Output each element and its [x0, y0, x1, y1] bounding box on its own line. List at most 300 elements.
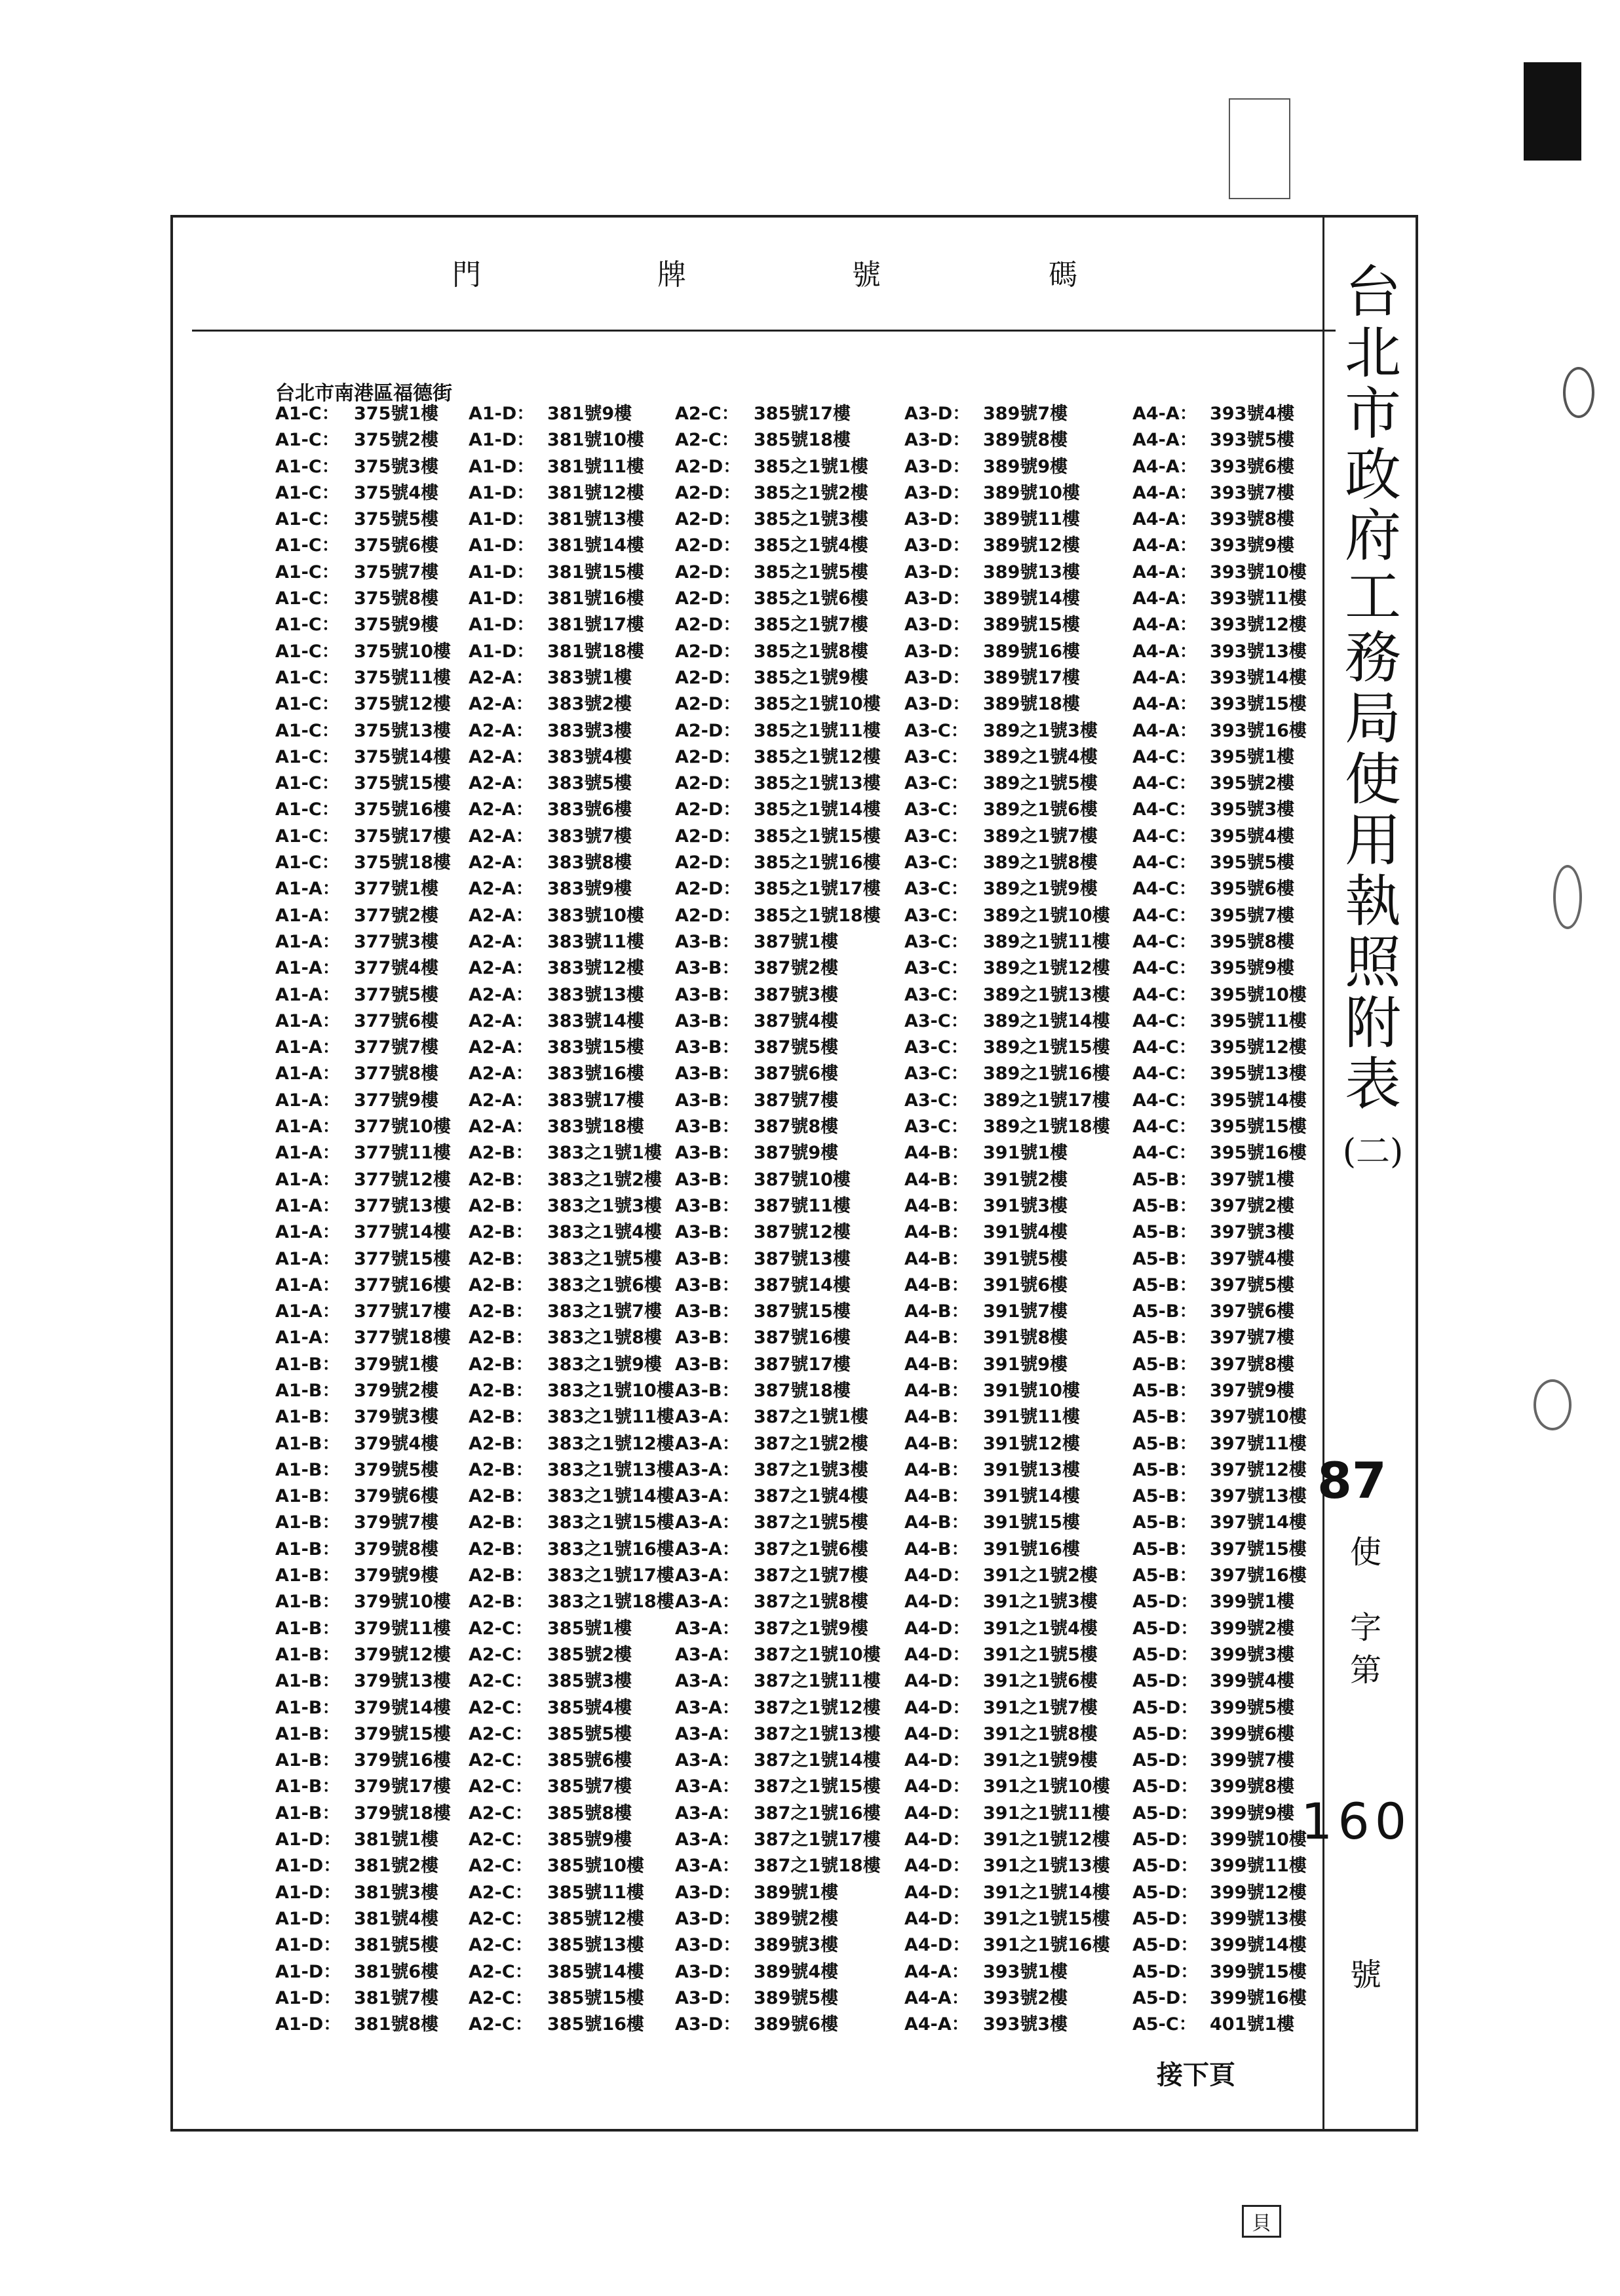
address-number: 383之1號5樓 — [547, 1248, 662, 1269]
unit-code: A4-A： — [1132, 562, 1197, 583]
address-number: 393號12樓 — [1210, 615, 1307, 636]
unit-code: A5-D： — [1132, 1697, 1199, 1718]
address-number: 385號17樓 — [754, 404, 851, 424]
address-number: 381號2樓 — [354, 1856, 439, 1877]
address-number: 375號7樓 — [354, 562, 439, 583]
address-entry — [904, 718, 1110, 744]
address-entry — [675, 1035, 881, 1061]
address-number: 387號10樓 — [754, 1169, 851, 1190]
address-number: 375號1樓 — [354, 404, 439, 424]
unit-code: A2-C： — [469, 2014, 533, 2035]
address-number: 397號13樓 — [1210, 1486, 1307, 1507]
address-entry — [275, 2012, 451, 2038]
address-number: 389之1號8樓 — [983, 852, 1098, 873]
unit-code: A5-D： — [1132, 1961, 1199, 1982]
address-number: 385號12樓 — [547, 1908, 644, 1929]
address-number: 391之1號4樓 — [983, 1618, 1098, 1639]
address-number: 383號11樓 — [547, 931, 644, 952]
address-number: 391之1號7樓 — [983, 1697, 1098, 1718]
address-entry — [675, 1695, 881, 1721]
address-entry — [275, 639, 451, 665]
unit-code: A3-C： — [904, 1117, 969, 1138]
address-entry — [275, 824, 451, 850]
address-entry — [904, 903, 1110, 929]
address-number: 391之1號15樓 — [983, 1908, 1110, 1929]
unit-code: A1-D： — [469, 562, 535, 583]
address-entry — [469, 1140, 674, 1166]
unit-code: A3-A： — [675, 1644, 740, 1665]
address-entry — [469, 1352, 674, 1378]
address-number: 393號16樓 — [1210, 720, 1307, 741]
address-number: 383號9樓 — [547, 879, 632, 900]
address-entry — [275, 586, 451, 612]
unit-code: A1-A： — [275, 905, 340, 926]
unit-code: A1-A： — [275, 1143, 340, 1164]
address-number: 393號11樓 — [1210, 588, 1307, 609]
address-entry — [1132, 1167, 1307, 1193]
address-entry — [1132, 1853, 1307, 1879]
unit-code: A4-C： — [1132, 1090, 1197, 1111]
unit-code: A3-A： — [675, 1829, 740, 1850]
unit-code: A3-C： — [904, 879, 969, 900]
address-number: 389之1號16樓 — [983, 1063, 1110, 1084]
unit-code: A1-C： — [275, 430, 339, 451]
unit-code: A4-B： — [904, 1169, 969, 1190]
unit-code: A4-C： — [1132, 1117, 1197, 1138]
unit-code: A1-A： — [275, 1328, 340, 1349]
unit-code: A4-D： — [904, 1935, 971, 1956]
address-entry — [275, 1668, 451, 1694]
unit-code: A2-C： — [469, 1671, 533, 1692]
unit-code: A4-A： — [1132, 509, 1197, 530]
unit-code: A2-B： — [469, 1169, 533, 1190]
unit-code: A2-B： — [469, 1592, 533, 1613]
address-entry — [275, 1510, 451, 1536]
unit-code: A4-A： — [1132, 588, 1197, 609]
address-number: 383號8樓 — [547, 852, 632, 873]
address-number: 391之1號6樓 — [983, 1671, 1098, 1692]
address-entry — [904, 1906, 1110, 1932]
scan-smudge — [1553, 865, 1582, 929]
address-number: 375號9樓 — [354, 615, 439, 636]
address-entry — [904, 1721, 1110, 1748]
unit-code: A5-B： — [1132, 1195, 1197, 1216]
address-entry — [904, 1061, 1110, 1087]
address-entry — [275, 1246, 451, 1272]
unit-code: A3-B： — [675, 1090, 740, 1111]
address-number: 389號13樓 — [983, 562, 1080, 583]
unit-code: A3-B： — [675, 1222, 740, 1243]
address-entry — [675, 1219, 881, 1246]
address-entry — [904, 1563, 1110, 1589]
address-number: 387之1號9樓 — [754, 1618, 868, 1639]
address-column-5 — [1132, 401, 1307, 2038]
address-entry — [675, 1457, 881, 1483]
address-number: 383之1號16樓 — [547, 1539, 674, 1559]
address-entry — [1132, 1906, 1307, 1932]
unit-code: A3-A： — [675, 1539, 740, 1559]
unit-code: A1-B： — [275, 1380, 340, 1401]
address-entry — [275, 1061, 451, 1087]
unit-code: A4-C： — [1132, 931, 1197, 952]
unit-code: A5-B： — [1132, 1486, 1197, 1507]
unit-code: A3-C： — [904, 852, 969, 873]
address-number: 397號2樓 — [1210, 1195, 1295, 1216]
header-row — [192, 226, 1336, 332]
address-number: 389號1樓 — [754, 1882, 839, 1903]
unit-code: A3-C： — [904, 799, 969, 820]
scan-smudge — [1533, 1379, 1572, 1430]
unit-code: A3-C： — [904, 720, 969, 741]
unit-code: A3-C： — [904, 905, 969, 926]
address-entry — [469, 1721, 674, 1748]
unit-code: A2-C： — [469, 1908, 533, 1929]
unit-code: A4-B： — [904, 1143, 969, 1164]
address-number: 385號14樓 — [547, 1961, 644, 1982]
unit-code: A1-D： — [469, 456, 535, 477]
address-number: 391號13樓 — [983, 1459, 1080, 1480]
unit-code: A2-B： — [469, 1539, 533, 1559]
address-number: 387之1號12樓 — [754, 1697, 881, 1718]
address-number: 381號9樓 — [547, 404, 632, 424]
unit-code: A3-A： — [675, 1697, 740, 1718]
address-entry — [675, 691, 881, 718]
address-entry — [1132, 639, 1307, 665]
address-number: 387之1號8樓 — [754, 1592, 868, 1613]
address-entry — [904, 771, 1110, 797]
address-number: 383號17樓 — [547, 1090, 644, 1111]
unit-code: A3-B： — [675, 1274, 740, 1295]
address-number: 389號10樓 — [983, 482, 1080, 503]
address-entry — [675, 1985, 881, 2012]
address-number: 397號7樓 — [1210, 1328, 1295, 1349]
address-number: 387號15樓 — [754, 1301, 851, 1322]
address-entry — [275, 1035, 451, 1061]
unit-code: A3-A： — [675, 1618, 740, 1639]
address-entry — [1132, 586, 1307, 612]
unit-code: A4-C： — [1132, 879, 1197, 900]
address-number: 391之1號10樓 — [983, 1776, 1110, 1797]
unit-code: A2-C： — [469, 1961, 533, 1982]
unit-code: A5-D： — [1132, 1671, 1199, 1692]
address-number: 381號5樓 — [354, 1935, 439, 1956]
unit-code: A4-B： — [904, 1301, 969, 1322]
address-number: 389之1號4樓 — [983, 746, 1098, 767]
address-number: 383號2樓 — [547, 694, 632, 715]
unit-code: A4-C： — [1132, 746, 1197, 767]
unit-code: A3-C： — [904, 1010, 969, 1031]
address-number: 389號9樓 — [983, 456, 1068, 477]
unit-code: A2-C： — [469, 1987, 533, 2008]
address-number: 389號7樓 — [983, 404, 1068, 424]
unit-code: A1-C： — [275, 641, 339, 662]
address-number: 379號7樓 — [354, 1512, 439, 1533]
unit-code: A5-D： — [1132, 1856, 1199, 1877]
address-number: 399號12樓 — [1210, 1882, 1307, 1903]
address-entry — [469, 1642, 674, 1668]
address-entry — [904, 560, 1110, 586]
unit-code: A2-A： — [469, 773, 533, 794]
unit-code: A4-B： — [904, 1354, 969, 1375]
address-entry — [675, 1932, 881, 1959]
address-entry — [469, 427, 674, 453]
unit-code: A1-A： — [275, 1117, 340, 1138]
address-entry — [904, 1167, 1110, 1193]
unit-code: A4-C： — [1132, 1010, 1197, 1031]
unit-code: A3-A： — [675, 1776, 740, 1797]
address-entry — [904, 1616, 1110, 1642]
unit-code: A3-D： — [675, 1961, 741, 1982]
address-number: 391號16樓 — [983, 1539, 1080, 1559]
unit-code: A1-D： — [275, 2014, 341, 2035]
address-entry — [904, 1668, 1110, 1694]
address-entry — [275, 1431, 451, 1457]
address-entry — [1132, 1537, 1307, 1563]
address-entry — [469, 1853, 674, 1879]
unit-code: A5-B： — [1132, 1512, 1197, 1533]
address-number: 385號13樓 — [547, 1935, 644, 1956]
unit-code: A4-A： — [1132, 404, 1197, 424]
unit-code: A4-D： — [904, 1671, 971, 1692]
unit-code: A3-D： — [904, 615, 971, 636]
address-entry — [904, 639, 1110, 665]
unit-code: A1-C： — [275, 535, 339, 556]
address-number: 385之1號17樓 — [754, 879, 881, 900]
address-entry — [675, 427, 881, 453]
unit-code: A1-B： — [275, 1433, 340, 1454]
address-number: 379號4樓 — [354, 1433, 439, 1454]
address-entry — [675, 454, 881, 480]
address-number: 391之1號2樓 — [983, 1565, 1098, 1586]
address-number: 375號5樓 — [354, 509, 439, 530]
unit-code: A4-B： — [904, 1195, 969, 1216]
address-entry — [904, 982, 1110, 1008]
address-number: 375號8樓 — [354, 588, 439, 609]
address-number: 387號8樓 — [754, 1117, 839, 1138]
address-entry — [275, 1352, 451, 1378]
address-number: 375號2樓 — [354, 430, 439, 451]
unit-code: A1-A： — [275, 958, 340, 979]
address-number: 385號6樓 — [547, 1750, 632, 1771]
address-number: 387號3樓 — [754, 984, 839, 1005]
address-number: 385之1號6樓 — [754, 588, 868, 609]
address-number: 385之1號8樓 — [754, 641, 868, 662]
address-entry — [469, 1167, 674, 1193]
address-number: 393號15樓 — [1210, 694, 1307, 715]
address-entry — [469, 560, 674, 586]
unit-code: A4-B： — [904, 1380, 969, 1401]
address-entry — [469, 771, 674, 797]
address-number: 393號4樓 — [1210, 404, 1295, 424]
address-entry — [469, 1695, 674, 1721]
address-number: 397號8樓 — [1210, 1354, 1295, 1375]
unit-code: A3-D： — [904, 535, 971, 556]
address-entry — [275, 1378, 451, 1404]
address-entry — [904, 1853, 1110, 1879]
unit-code: A1-B： — [275, 1459, 340, 1480]
address-number: 377號4樓 — [354, 958, 439, 979]
address-entry — [275, 1695, 451, 1721]
address-entry — [904, 744, 1110, 771]
address-entry — [275, 1589, 451, 1615]
unit-code: A2-B： — [469, 1459, 533, 1480]
address-number: 383號10樓 — [547, 905, 644, 926]
address-entry — [275, 1801, 451, 1827]
unit-code: A4-C： — [1132, 1063, 1197, 1084]
address-entry — [1132, 1378, 1307, 1404]
address-entry — [469, 691, 674, 718]
unit-code: A1-B： — [275, 1618, 340, 1639]
unit-code: A5-B： — [1132, 1565, 1197, 1586]
address-entry — [904, 1246, 1110, 1272]
unit-code: A3-B： — [675, 984, 740, 1005]
address-number: 383之1號7樓 — [547, 1301, 662, 1322]
unit-code: A2-A： — [469, 720, 533, 741]
unit-code: A1-D： — [469, 615, 535, 636]
address-number: 395號8樓 — [1210, 931, 1295, 952]
document-suffix: 號 — [1350, 1957, 1382, 1993]
address-entry — [275, 401, 451, 427]
address-number: 383之1號1樓 — [547, 1143, 662, 1164]
address-number: 389號8樓 — [983, 430, 1068, 451]
title-char: 使 — [1345, 747, 1401, 813]
address-entry — [675, 1325, 881, 1351]
address-entry — [469, 1378, 674, 1404]
unit-code: A1-D： — [275, 1856, 341, 1877]
address-entry — [469, 876, 674, 902]
address-number: 383號4樓 — [547, 746, 632, 767]
address-entry — [675, 1140, 881, 1166]
unit-code: A1-C： — [275, 799, 339, 820]
unit-code: A2-B： — [469, 1274, 533, 1295]
address-entry — [675, 1193, 881, 1219]
address-entry — [675, 401, 881, 427]
unit-code: A4-D： — [904, 1618, 971, 1639]
unit-code: A4-A： — [904, 2014, 969, 2035]
address-number: 385號11樓 — [547, 1882, 644, 1903]
address-number: 391號11樓 — [983, 1407, 1080, 1428]
address-entry — [904, 586, 1110, 612]
unit-code: A2-B： — [469, 1354, 533, 1375]
address-entry — [904, 1457, 1110, 1483]
address-number: 389號5樓 — [754, 1987, 839, 2008]
unit-code: A5-B： — [1132, 1248, 1197, 1269]
address-number: 393號14樓 — [1210, 667, 1307, 688]
address-entry — [275, 1853, 451, 1879]
unit-code: A5-B： — [1132, 1301, 1197, 1322]
address-entry — [904, 1537, 1110, 1563]
address-entry — [904, 1431, 1110, 1457]
unit-code: A1-D： — [469, 404, 535, 424]
address-number: 375號18樓 — [354, 852, 451, 873]
address-entry — [469, 1616, 674, 1642]
unit-code: A4-D： — [904, 1592, 971, 1613]
unit-code: A1-C： — [275, 667, 339, 688]
address-number: 379號13樓 — [354, 1671, 451, 1692]
address-number: 385號10樓 — [547, 1856, 644, 1877]
address-number: 387號13樓 — [754, 1248, 851, 1269]
address-number: 391號1樓 — [983, 1143, 1068, 1164]
address-number: 387之1號6樓 — [754, 1539, 868, 1559]
unit-code: A4-C： — [1132, 958, 1197, 979]
stamp-mark — [1229, 98, 1290, 199]
address-entry — [1132, 560, 1307, 586]
address-number: 385號7樓 — [547, 1776, 632, 1797]
address-number: 397號12樓 — [1210, 1459, 1307, 1480]
address-entry — [1132, 1985, 1307, 2012]
address-number: 387號2樓 — [754, 958, 839, 979]
unit-code: A3-B： — [675, 1117, 740, 1138]
address-number: 377號1樓 — [354, 879, 439, 900]
address-entry — [1132, 771, 1307, 797]
address-entry — [1132, 1827, 1307, 1853]
address-number: 383號14樓 — [547, 1010, 644, 1031]
address-entry — [1132, 1642, 1307, 1668]
address-number: 379號9樓 — [354, 1565, 439, 1586]
unit-code: A3-A： — [675, 1750, 740, 1771]
unit-code: A1-B： — [275, 1803, 340, 1824]
unit-code: A4-A： — [1132, 456, 1197, 477]
address-entry — [275, 1457, 451, 1483]
address-entry — [275, 850, 451, 876]
unit-code: A2-D： — [675, 826, 741, 847]
unit-code: A5-D： — [1132, 1829, 1199, 1850]
address-number: 387之1號1樓 — [754, 1407, 868, 1428]
address-entry — [275, 1404, 451, 1430]
address-entry — [469, 1932, 674, 1959]
address-entry — [469, 1272, 674, 1299]
address-entry — [275, 1932, 451, 1959]
unit-code: A2-B： — [469, 1512, 533, 1533]
address-number: 389號11樓 — [983, 509, 1080, 530]
address-number: 381號1樓 — [354, 1829, 439, 1850]
address-entry — [275, 691, 451, 718]
address-number: 389之1號15樓 — [983, 1037, 1110, 1058]
address-number: 391之1號3樓 — [983, 1592, 1098, 1613]
address-number: 389之1號6樓 — [983, 799, 1098, 820]
address-entry — [1132, 1774, 1307, 1800]
address-number: 379號2樓 — [354, 1380, 439, 1401]
document-title — [1337, 259, 1409, 1183]
address-number: 387號5樓 — [754, 1037, 839, 1058]
address-entry — [469, 1219, 674, 1246]
address-number: 391號2樓 — [983, 1169, 1068, 1190]
address-entry — [1132, 1431, 1307, 1457]
address-number: 381號8樓 — [354, 2014, 439, 2035]
address-entry — [1132, 718, 1307, 744]
address-number: 385之1號3樓 — [754, 509, 868, 530]
unit-code: A1-C： — [275, 694, 339, 715]
address-number: 399號4樓 — [1210, 1671, 1295, 1692]
unit-code: A4-D： — [904, 1882, 971, 1903]
address-number: 381號6樓 — [354, 1961, 439, 1982]
unit-code: A3-A： — [675, 1433, 740, 1454]
unit-code: A1-A： — [275, 984, 340, 1005]
address-number: 395號16樓 — [1210, 1143, 1307, 1164]
address-entry — [275, 533, 451, 559]
address-entry — [275, 1959, 451, 1985]
unit-code: A4-B： — [904, 1407, 969, 1428]
unit-code: A1-D： — [275, 1987, 341, 2008]
address-entry — [469, 665, 674, 691]
title-char: 府 — [1345, 503, 1401, 569]
unit-code: A3-B： — [675, 958, 740, 979]
unit-code: A1-C： — [275, 826, 339, 847]
unit-code: A1-A： — [275, 1248, 340, 1269]
unit-code: A2-D： — [675, 535, 741, 556]
address-entry — [904, 1140, 1110, 1166]
address-entry — [275, 1880, 451, 1906]
